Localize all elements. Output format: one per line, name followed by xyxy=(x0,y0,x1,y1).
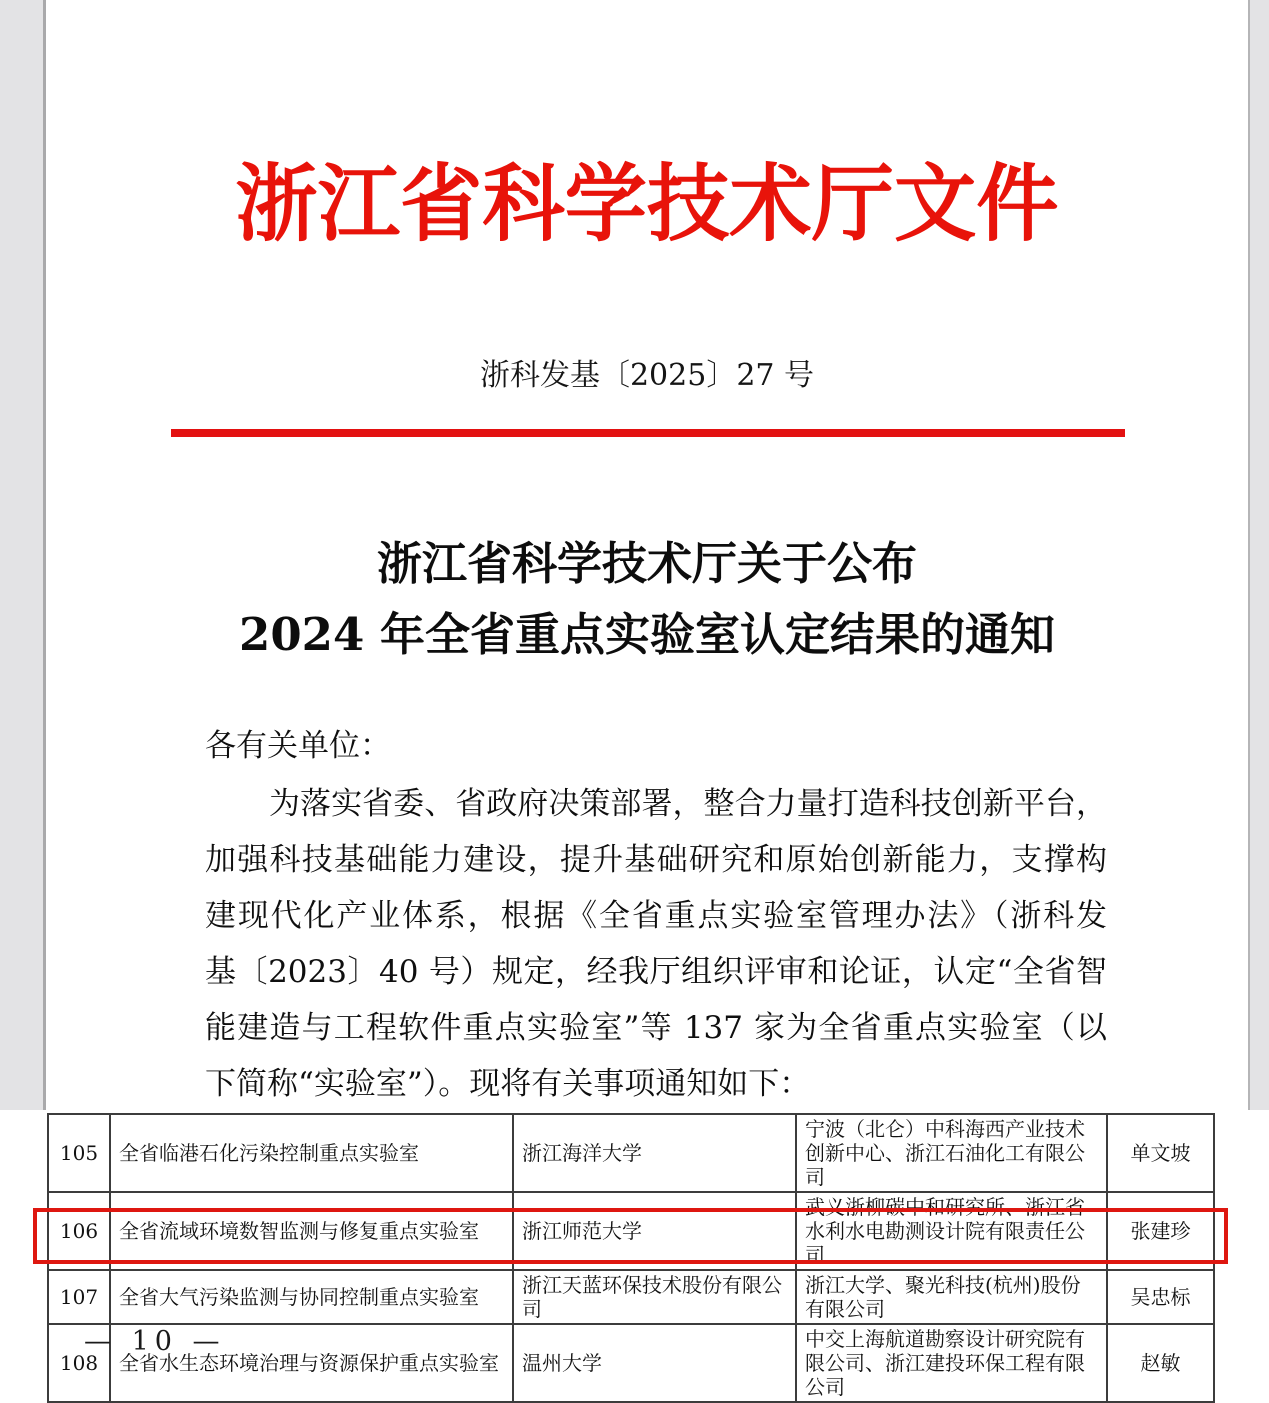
page-edge-right xyxy=(1248,0,1269,1110)
notice-title xyxy=(46,528,1248,670)
cell-director: 吴忠标 xyxy=(1107,1270,1214,1324)
table-row xyxy=(48,1114,1214,1192)
notice-title-line1: 浙江省科学技术厅关于公布 xyxy=(376,537,917,590)
cell-row-number: 107 xyxy=(48,1270,110,1324)
cell-lab-name: 全省临港石化污染控制重点实验室 xyxy=(110,1114,513,1192)
cell-institution: 温州大学 xyxy=(513,1324,796,1402)
cell-row-number: 108 xyxy=(48,1324,110,1402)
body-line: 加强科技基础能力建设，提升基础研究和原始创新能力，支撑构 xyxy=(205,842,1107,878)
cell-lab-name: 全省大气污染监测与协同控制重点实验室 xyxy=(110,1270,513,1324)
table-row xyxy=(48,1192,1214,1270)
cell-lab-name: 全省流域环境数智监测与修复重点实验室 xyxy=(110,1192,513,1270)
doc-number: 浙科发基〔2025〕27 号 xyxy=(479,358,815,393)
cell-director: 单文坡 xyxy=(1107,1114,1214,1192)
cell-institution: 浙江师范大学 xyxy=(513,1192,796,1270)
body-line: 建现代化产业体系，根据《全省重点实验室管理办法》（浙科发 xyxy=(205,898,1107,934)
results-table xyxy=(47,1113,1215,1403)
page-number: — 10 — xyxy=(84,1326,226,1357)
table-row-highlighted xyxy=(48,1270,1214,1324)
body-line: 能建造与工程软件重点实验室”等 137 家为全省重点实验室（以 xyxy=(205,1010,1107,1046)
cell-partners: 中交上海航道勘察设计研究院有限公司、浙江建投环保工程有限公司 xyxy=(796,1324,1107,1402)
notice-title-line2: 2024 年全省重点实验室认定结果的通知 xyxy=(239,608,1055,661)
body-line: 基〔2023〕40 号）规定，经我厅组织评审和论证，认定“全省智 xyxy=(205,954,1107,990)
cell-partners: 宁波（北仑）中科海西产业技术创新中心、浙江石油化工有限公司 xyxy=(796,1114,1107,1192)
body-line: 下简称“实验室”）。现将有关事项通知如下： xyxy=(205,1066,811,1102)
cell-row-number: 105 xyxy=(48,1114,110,1192)
cell-director: 赵敏 xyxy=(1107,1324,1214,1402)
page-edge-left xyxy=(0,0,46,1110)
body-paragraph xyxy=(205,776,1107,1112)
red-divider-line xyxy=(171,429,1125,437)
cell-director: 张建珍 xyxy=(1107,1192,1214,1270)
cell-lab-name: 全省水生态环境治理与资源保护重点实验室 xyxy=(110,1324,513,1402)
salutation: 各有关单位： xyxy=(205,728,391,764)
cell-row-number: 106 xyxy=(48,1192,110,1270)
cell-institution: 浙江天蓝环保技术股份有限公司 xyxy=(513,1270,796,1324)
red-header-title: 浙江省科学技术厅文件 xyxy=(235,154,1059,253)
cell-partners: 浙江大学、聚光科技(杭州)股份有限公司 xyxy=(796,1270,1107,1324)
body-line: 为落实省委、省政府决策部署，整合力量打造科技创新平台， xyxy=(269,786,1107,822)
cell-partners: 武义浙柳碳中和研究所、浙江省水利水电勘测设计院有限责任公司 xyxy=(796,1192,1107,1270)
cell-institution: 浙江海洋大学 xyxy=(513,1114,796,1192)
